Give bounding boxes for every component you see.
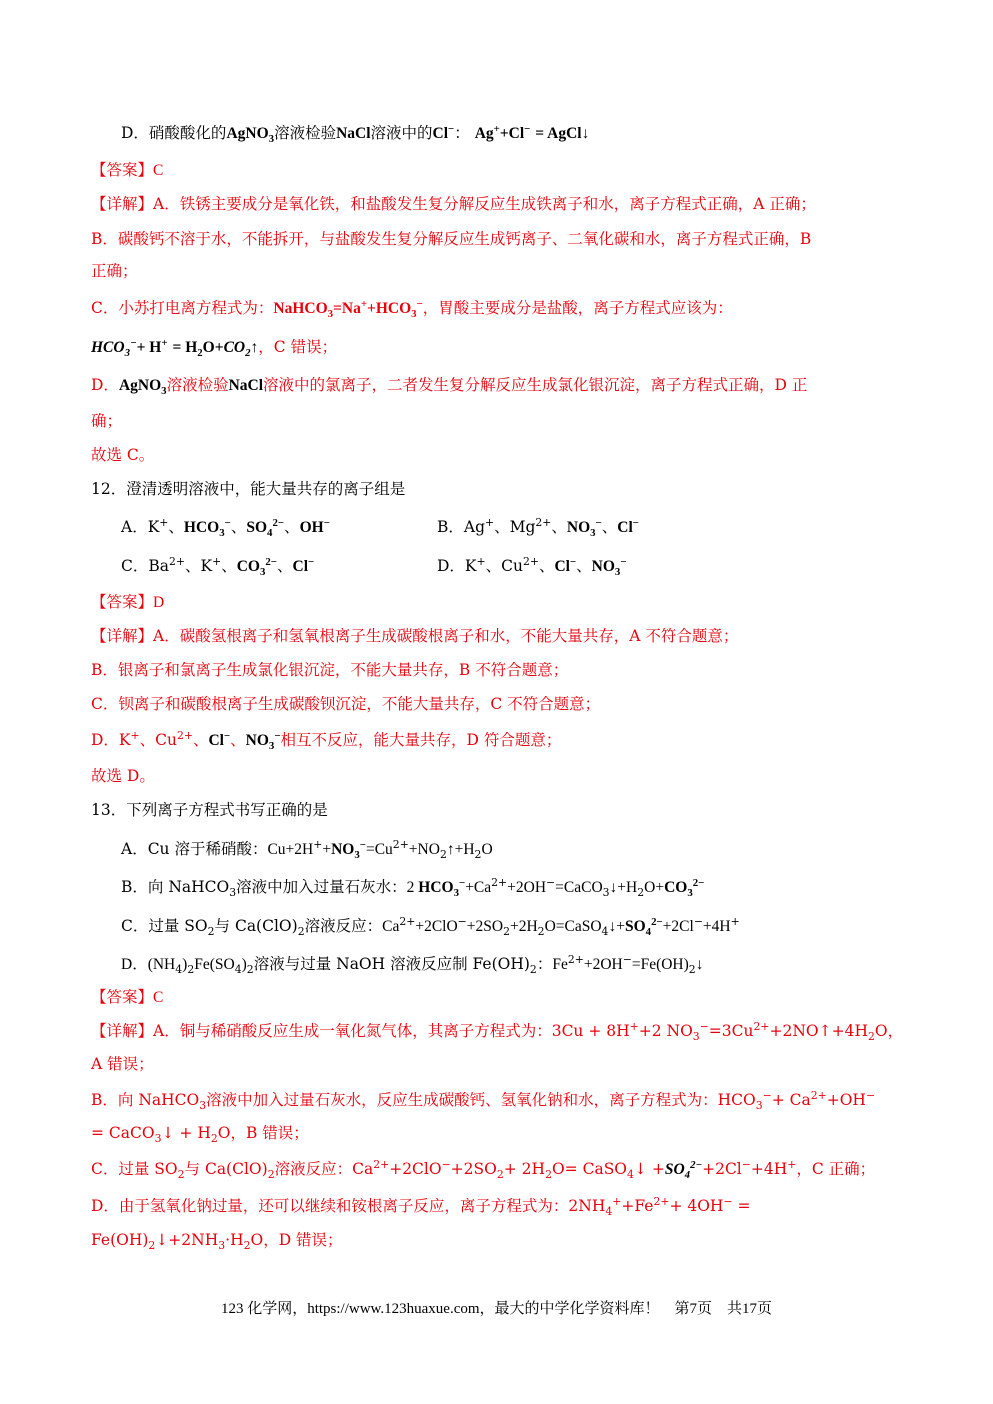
q11-detail-b1: B．碳酸钙不溶于水，不能拆开，与盐酸发生复分解反应生成钙离子、二氧化碳和水，离子方程式正确，B <box>91 230 812 248</box>
q12-detail-a: 【详解】A．碳酸氢根离子和氢氧根离子生成碳酸根离子和水，不能大量共存，A 不符合题意； <box>91 627 739 645</box>
formula: Cl <box>432 125 449 142</box>
q13-detail-c: C．过量 $SO_2$与 $Ca(ClO)_2$溶液反应：$Ca^{2+}+2ClO^-+2SO_2+ 2H_2O=$ CaSO$_4$↓ $+SO_4^{2-}+2Cl^-+4H^+$，C 正确； <box>91 1157 876 1182</box>
q11-detail-b2: 正确； <box>91 262 138 280</box>
q12-detail-c: C．钡离子和碳酸根离子生成碳酸钡沉淀，不能大量共存，C 不符合题意； <box>91 695 601 713</box>
q12-detail-d: D．K+、$Cu^{2+}$、Cl−、$NO_3^-$相互不反应，能大量共存，D 符合题意； <box>91 728 562 753</box>
q11-detail-a: 【详解】A．铁锈主要成分是氧化铁，和盐酸发生复分解反应生成铁离子和水，离子方程式正确，A 正确； <box>91 195 816 213</box>
q11-pick: 故选 C。 <box>91 446 155 464</box>
q11-option-d: D．硝酸酸化的AgNO$_3$溶液检验NaCl溶液中的Cl−： Ag++Cl− = AgCl↓ <box>121 122 590 146</box>
q13-detail-a1: 【详解】A．铜与稀硝酸反应生成一氧化氮气体，其离子方程式为：3Cu + 8H++2 $NO_3^-=3Cu^{2+}+2NO↑+4H_2O$， <box>91 1019 904 1044</box>
q13-option-a: A．Cu 溶于稀硝酸：$Cu+2H^++NO_3^-=Cu^{2+}+NO_2↑+H_2O$ <box>121 837 493 862</box>
q13-stem: 13．下列离子方程式书写正确的是 <box>91 801 328 819</box>
equation: = AgCl <box>535 125 582 142</box>
q13-answer: 【答案】C <box>91 988 164 1006</box>
q11-detail-c1: C．小苏打电离方程式为：$NaHCO_3=Na^++HCO_3^-$，胃酸主要成分是盐酸，离子方程式应该为： <box>91 297 733 321</box>
equation: +Cl <box>499 125 525 142</box>
q11-answer: 【答案】C <box>91 161 164 179</box>
q12-option-b: B．Ag+、$Mg^{2+}$、$NO_3^-$、Cl− <box>437 515 639 540</box>
text: 溶液检验 <box>274 124 337 142</box>
option-label: D．硝酸酸化的 <box>121 124 227 142</box>
q11-detail-d2: 确； <box>91 412 123 430</box>
q12-option-d: D．K+、$Cu^{2+}$、Cl−、$NO_3^-$ <box>437 554 627 579</box>
q13-option-d: D．$(NH_4)_2Fe(SO_4)_2$溶液与过量 NaOH 溶液反应制 $Fe(OH)_2$：$Fe^{2+}+2OH^-=Fe(OH)_2↓$ <box>121 952 704 977</box>
q11-detail-d1: D．AgNO$_3$溶液检验NaCl溶液中的氯离子，二者发生复分解反应生成氯化银沉淀，离子方程式正确，D 正 <box>91 376 808 398</box>
q12-detail-b: B．银离子和氯离子生成氯化银沉淀，不能大量共存，B 不符合题意； <box>91 661 569 679</box>
q13-detail-b2: = CaCO$_3$↓ + $H_2O$，B 错误； <box>91 1124 309 1146</box>
text: ： <box>454 124 470 142</box>
q12-answer: 【答案】D <box>91 593 165 611</box>
q12-stem: 12．澄清透明溶液中，能大量共存的离子组是 <box>91 480 406 498</box>
q13-detail-d1: D．由于氢氧化钠过量，还可以继续和铵根离子反应，离子方程式为：$2NH_4^++Fe^{2+}+ 4OH^-$ = <box>91 1194 751 1219</box>
q12-option-a: A．K+、$HCO_3^-$、$SO_4^{2-}$、OH− <box>121 515 330 540</box>
text: 溶液中的 <box>370 124 433 142</box>
q13-option-c: C．过量 $SO_2$与 $Ca(ClO)_2$溶液反应：$Ca^{2+}+2ClO^-+2SO_2+2H_2O=CaSO_4↓+SO_4^{2-}+2Cl^-+4H^+$ <box>121 914 740 939</box>
q11-detail-c2: $HCO_3^-+ H^+$ = $H_2O+CO_2↑$，C 错误； <box>91 336 338 360</box>
page-footer: 123 化学网，https://www.123huaxue.com，最大的中学化学资料库！ 第7页 共17页 <box>220 1301 773 1317</box>
q13-detail-d2: $Fe(OH)_2↓+2NH_3\cdot H_2O$，D 错误； <box>91 1231 343 1253</box>
q12-option-c: C．$Ba^{2+}$、K+、$CO_3^{2-}$、Cl− <box>121 554 315 579</box>
q12-pick: 故选 D。 <box>91 767 155 785</box>
formula: NaCl <box>336 125 371 142</box>
q13-detail-a2: A 错误； <box>91 1055 154 1073</box>
q13-detail-b1: B．向 NaHCO$_3$溶液中加入过量石灰水，反应生成碳酸钙、氢氧化钠和水，离子方程式为：$HCO_3^-+ Ca^{2+}+OH^-$ <box>91 1088 876 1113</box>
q13-option-b: B．向 NaHCO$_3$溶液中加入过量石灰水：2 $HCO_3^-+Ca^{2+}+2OH^-=CaCO_3↓+H_2O+CO_3^{2-}$ <box>121 875 705 900</box>
formula: AgNO <box>226 125 269 142</box>
equation: Ag <box>474 125 494 142</box>
